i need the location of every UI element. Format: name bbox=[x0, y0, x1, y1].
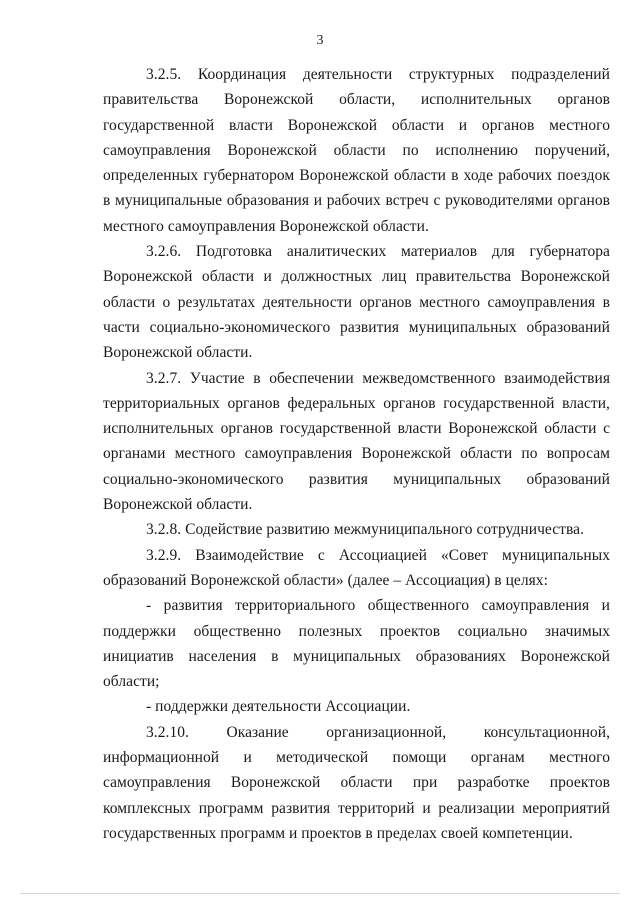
list-item-self-government: - развития территориального общественного самоуправления и поддержки общественно полезных проектов социально значимых инициатив населения в муниципальных образованиях Воронежской области; bbox=[103, 597, 610, 691]
list-item-association-support: - поддержки деятельности Ассоциации. bbox=[146, 698, 411, 716]
page-number: 3 bbox=[316, 33, 324, 48]
paragraph-3-2-10: 3.2.10. Оказание организационной, консультационной, информационной и методической помощи органам местного самоуправления Воронежской области при разработке проектов комплексных программ развития территорий и реализации мероприятий государственных программ и проектов в пределах своей компетенции. bbox=[103, 723, 610, 842]
paragraph-3-2-7: 3.2.7. Участие в обеспечении межведомственного взаимодействия территориальных органов федеральных органов государственной власти, исполнительных органов государственной власти Воронежской области с органами местного самоуправления Воронежской области по вопросам социально-экономического развития муниципальных образований Воронежской области. bbox=[103, 369, 610, 514]
document-body bbox=[103, 62, 610, 846]
paragraph-3-2-5: 3.2.5. Координация деятельности структурных подразделений правительства Воронежской области, исполнительных органов государственной власти Воронежской области и органов местного самоуправления Воронежской области по исполнению поручений, определенных губернатором Воронежской области в ходе рабочих поездок в муниципальные образования и рабочих встреч с руководителями органов местного самоуправления Воронежской области. bbox=[103, 66, 610, 235]
paragraph-3-2-6: 3.2.6. Подготовка аналитических материалов для губернатора Воронежской области и должностных лиц правительства Воронежской области о результатах деятельности органов местного самоуправления в части социально-экономического развития муниципальных образований Воронежской области. bbox=[103, 243, 610, 362]
paragraph-3-2-8: 3.2.8. Содействие развитию межмуниципального сотрудничества. bbox=[146, 521, 585, 539]
page-bottom-edge bbox=[20, 893, 620, 894]
paragraph-3-2-9: 3.2.9. Взаимодействие с Ассоциацией «Совет муниципальных образований Воронежской области» (далее – Ассоциация) в целях: bbox=[103, 546, 610, 589]
